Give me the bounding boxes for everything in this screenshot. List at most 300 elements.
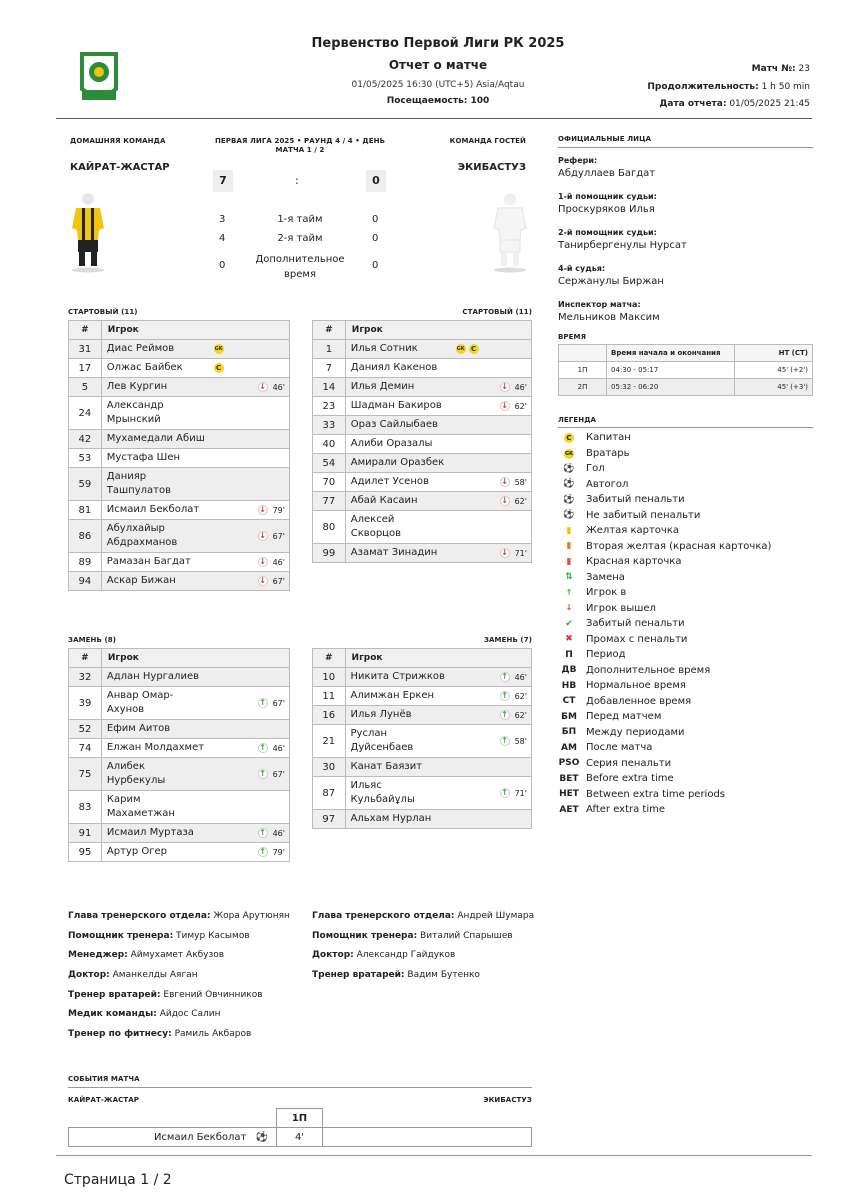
player-number: 31 [69,340,102,359]
player-events [452,340,532,359]
player-name [345,473,451,492]
legend-label: Период [586,649,626,661]
events-row-home [69,1128,277,1147]
staff-item [68,990,308,1010]
events-row [69,1128,532,1147]
player-name-text: Амирали Оразбек [350,457,445,468]
goalkeeper-icon-glyph: GK [565,450,573,457]
player-name [345,397,451,416]
player-events [210,668,290,687]
staff-name: Виталий Спарышев [420,930,513,941]
period-2-away: 0 [372,233,379,244]
normal-time-abbr [558,681,580,691]
player-in-icon-glyph: ↑ [565,587,573,597]
player-out-icon: ↓ [259,576,266,585]
player-number: 10 [313,668,346,687]
officials-divider [558,147,813,148]
home-subs-table [68,648,290,862]
player-out-icon: ↓ [259,557,266,566]
shootout-missed-icon-glyph: ✖ [565,634,573,645]
legend-label: Серия пенальти [586,757,672,769]
player-name [345,544,451,563]
event-minute: 4' [277,1128,323,1147]
player-events [452,777,532,810]
bet-abbr [558,774,580,784]
period-abbr [558,650,580,660]
report-title: Первенство Первой Лиги РК 2025 [311,36,565,51]
player-number: 53 [69,449,102,468]
player-in-icon: ↑ [259,769,266,778]
red-card-icon-glyph: ▮ [566,556,572,567]
pso-abbr [558,758,580,768]
staff-item [68,931,308,951]
home-starting-row [69,430,290,449]
legend-item [558,709,813,725]
player-name [101,520,209,553]
player-name-text: Исмаил Бекболат [106,504,200,515]
substitution-minute: 67' [272,769,285,779]
events-row-away [323,1128,532,1147]
player-number: 42 [69,430,102,449]
time-col-range: Время начала и окончания [607,345,735,362]
player-name-text: Артур Огер [106,846,167,857]
legend-item [558,725,813,741]
player-name [345,668,452,687]
extra-time-abbr [558,665,580,675]
player-events [452,397,532,416]
legend-label: After extra time [586,804,666,816]
captain-icon [558,433,580,443]
player-in-icon: ↑ [501,691,508,700]
time-ht: 45' (+2') [735,362,813,379]
player-number: 87 [313,777,346,810]
player-events [452,706,532,725]
official-role: 2-й помощник судьи: [558,228,657,237]
time-row [559,362,813,379]
away-starting-row [313,340,532,359]
player-out-icon: ↓ [501,382,508,391]
player-number: 33 [313,416,346,435]
home-sub-row [69,739,290,758]
report-subtitle: Отчет о матче [388,58,488,72]
staff-item [68,1009,308,1029]
player-name-text: Канат Баязит [350,761,423,772]
legend-item [558,632,813,648]
time-ht: 45' (+3') [735,379,813,396]
player-number: 97 [313,810,346,829]
player-number: 94 [69,572,102,591]
legend-item [558,492,813,508]
substitution-minute: 58' [514,477,527,487]
time-period: 1П [559,362,607,379]
legend-item [558,446,813,462]
captain-icon-glyph: C [564,433,574,443]
player-number: 11 [313,687,346,706]
penalty-scored-icon [558,495,580,505]
legend-divider [558,427,813,428]
player-name [101,501,209,520]
player-events [452,454,532,473]
player-number: 17 [69,359,102,378]
staff-role: Глава тренерского отдела: [68,911,211,921]
goalkeeper-icon [558,448,580,459]
official-name: Сержанулы Биржан [558,276,664,287]
player-number: 89 [69,553,102,572]
player-name [101,468,209,501]
player-name-text: Анвар Омар-Ахунов [106,690,174,715]
player-number: 16 [313,706,346,725]
officials-list [558,156,813,336]
away-subs-table [312,648,532,829]
second-yellow-icon [558,541,580,551]
player-name-text: Абай Касаин [350,495,418,506]
home-sub-row [69,758,290,791]
legend-label: Не забитый пенальти [586,509,701,521]
player-events [452,810,532,829]
player-events [452,359,532,378]
home-starting-row [69,553,290,572]
captain-icon: C [214,363,224,373]
substitution-minute: 62' [514,710,527,720]
player-name-text: Никита Стрижков [350,671,445,682]
period-1-away: 0 [372,214,379,225]
home-starting-row [69,378,290,397]
player-name-text: Елжан Молдахмет [106,742,205,753]
events-away-header [323,1109,532,1128]
away-starting-row [313,492,532,511]
substitution-minute: 46' [514,382,527,392]
player-name-text: Адилет Усенов [350,476,429,487]
events-away-team: ЭКИБАСТУЗ [483,1096,532,1104]
substitution-minute: 46' [272,743,285,753]
away-starting-caption: СТАРТОВЫЙ (11) [462,308,532,316]
player-name [345,687,452,706]
substitution-minute: 67' [272,531,285,541]
player-name [345,416,451,435]
player-number: 21 [313,725,346,758]
player-name [101,397,209,430]
official-item [558,300,813,323]
legend-item [558,585,813,601]
away-sub-row [313,758,532,777]
legend-item [558,570,813,586]
legend-label: Гол [586,463,605,475]
staff-name: Рамиль Акбаров [174,1029,252,1040]
legend-label: Капитан [586,432,631,444]
player-name-text: Ораз Сайлыбаев [350,419,438,430]
match-number: Матч №: 23 [751,64,810,74]
round-info: ПЕРВАЯ ЛИГА 2025 • РАУНД 4 / 4 • ДЕНЬ МАТЧА 1 / 2 [214,137,386,154]
legend-label: После матча [586,742,653,754]
official-name: Танирбергенулы Нурсат [558,240,687,251]
player-name-text: Диас Реймов [106,343,175,354]
home-sub-row [69,791,290,824]
player-events [210,359,290,378]
home-starting-row [69,397,290,430]
period-2-label: 2-я тайм [277,233,323,244]
legend-item [558,771,813,787]
yellow-card-icon [558,526,580,536]
before-match-abbr [558,712,580,722]
bet-abbr-glyph: BET [559,773,579,784]
legend-item [558,539,813,555]
pso-abbr-glyph: PSO [558,758,580,769]
substitution-minute: 46' [514,672,527,682]
staff-role: Помощник тренера: [68,930,174,941]
player-name-text: Исмаил Муртаза [106,827,194,838]
player-number: 70 [313,473,346,492]
legend-label: Между периодами [586,726,685,738]
away-score: 0 [366,170,386,192]
events-caption: СОБЫТИЯ МАТЧА [68,1075,140,1083]
player-name [101,739,209,758]
own-goal-icon [558,479,580,489]
away-starting-table [312,320,532,563]
goal-icon: ⚽ [255,1131,268,1143]
legend-label: Before extra time [586,773,674,785]
away-kit-icon [490,190,530,274]
player-events [452,416,532,435]
table-header [69,321,290,340]
legend-label: Between extra time periods [586,788,726,800]
away-sub-row [313,725,532,758]
away-sub-row [313,810,532,829]
player-number: 5 [69,378,102,397]
legend-item [558,787,813,803]
player-events [452,725,532,758]
home-starting-table [68,320,290,591]
player-name-text: Шадман Бакиров [350,400,442,411]
yellow-card-icon-glyph: ▮ [566,525,572,536]
player-name [345,511,451,544]
player-in-icon: ↑ [501,736,508,745]
player-number: 74 [69,739,102,758]
legend-item [558,647,813,663]
away-starting-row [313,435,532,454]
officials-caption: ОФИЦИАЛЬНЫЕ ЛИЦА [558,135,652,143]
player-events [452,511,532,544]
staff-role: Тренер по фитнесу: [68,1029,172,1040]
player-name [345,777,452,810]
legend-item [558,477,813,493]
staff-role: Доктор: [312,950,354,961]
player-out-icon: ↓ [259,382,266,391]
away-staff-list [312,911,552,990]
player-name [101,553,209,572]
home-kit-icon [68,190,108,274]
player-name [101,758,209,791]
player-name-text: Азамат Зинадин [350,547,438,558]
extra-time-away: 0 [372,260,379,271]
player-name [101,843,209,862]
legend-item [558,601,813,617]
home-team-name: КАЙРАТ-ЖАСТАР [70,162,170,173]
player-name-text: Даниял Какенов [350,362,438,373]
player-number: 83 [69,791,102,824]
player-out-icon: ↓ [259,531,266,540]
player-name [101,449,209,468]
legend-item [558,461,813,477]
goal-icon [558,464,580,474]
home-starting-row [69,359,290,378]
official-name: Абдуллаев Багдат [558,168,656,179]
home-starting-row [69,468,290,501]
legend-item [558,616,813,632]
player-events [210,449,290,468]
away-caption: КОМАНДА ГОСТЕЙ [449,137,526,145]
player-events [210,520,290,553]
staff-role: Тренер вратарей: [312,970,405,981]
staff-name: Андрей Шумара [457,911,535,921]
player-name [101,668,209,687]
substitution-minute: 46' [272,828,285,838]
home-starting-row [69,449,290,468]
official-item [558,264,813,287]
player-events [210,501,290,520]
player-out-icon: ↓ [501,548,508,557]
between-periods-abbr-glyph: БП [561,727,577,738]
home-sub-row [69,720,290,739]
home-sub-row [69,668,290,687]
extra-time-home: 0 [219,260,226,271]
legend-caption: ЛЕГЕНДА [558,416,597,424]
match-duration: Продолжительность: 1 h 50 min [647,82,810,92]
player-name [345,492,451,511]
player-name-text: Данияр Ташпулатов [106,471,171,496]
player-number: 86 [69,520,102,553]
col-number: # [69,321,102,340]
player-events [210,687,290,720]
legend-label: Вратарь [586,447,630,459]
away-starting-row [313,359,532,378]
table-header [313,321,532,340]
player-events [452,544,532,563]
added-time-abbr [558,696,580,706]
official-role: 4-й судья: [558,264,606,273]
legend-item [558,678,813,694]
player-events [210,572,290,591]
staff-item [312,950,552,970]
captain-icon: C [469,344,479,354]
player-in-icon: ↑ [501,788,508,797]
legend-label: Игрок в [586,587,627,599]
away-sub-row [313,706,532,725]
player-number: 23 [313,397,346,416]
player-events [210,430,290,449]
away-sub-row [313,777,532,810]
away-starting-row [313,511,532,544]
player-name-text: Ефим Аитов [106,723,171,734]
goalkeeper-icon: GK [456,346,465,352]
extra-time-label: Дополнительное время [255,254,345,280]
legend-list [558,430,813,818]
substitution-minute: 67' [272,698,285,708]
player-number: 1 [313,340,346,359]
player-name [101,687,209,720]
shootout-scored-icon [558,619,580,629]
player-events [452,378,532,397]
player-name-text: Ильяс Кульбайұлы [350,780,415,805]
player-events [210,397,290,430]
aet-abbr [558,805,580,815]
player-name [101,791,209,824]
staff-role: Менеджер: [68,950,128,961]
player-number: 14 [313,378,346,397]
home-subs-caption: ЗАМЕНЬ (8) [68,636,117,644]
staff-item [68,911,308,931]
player-name-text: Алиби Оразалы [350,438,433,449]
player-number: 95 [69,843,102,862]
staff-item [68,950,308,970]
player-name-text: Мухамедали Абиш [106,433,205,444]
after-match-abbr-glyph: АМ [561,742,577,753]
events-home-team: КАЙРАТ-ЖАСТАР [68,1096,139,1104]
player-number: 81 [69,501,102,520]
time-period: 2П [559,379,607,396]
legend-label: Забитый пенальти [586,494,685,506]
player-name [345,725,452,758]
legend-item [558,554,813,570]
legend-label: Красная карточка [586,556,682,568]
official-role: 1-й помощник судьи: [558,192,657,201]
player-events [210,791,290,824]
player-name-text: Рамазан Багдат [106,556,191,567]
player-events [210,378,290,397]
time-range: 05:32 - 06:20 [607,379,735,396]
player-in-icon: ↑ [259,847,266,856]
player-name [345,454,451,473]
event-player: Исмаил Бекболат [153,1131,247,1143]
after-match-abbr [558,743,580,753]
col-number: # [69,649,102,668]
player-events [452,758,532,777]
away-starting-row [313,416,532,435]
player-in-icon: ↑ [259,743,266,752]
away-starting-row [313,397,532,416]
player-out-icon [558,603,580,613]
player-number: 52 [69,720,102,739]
home-starting-row [69,340,290,359]
player-number: 91 [69,824,102,843]
player-name-text: Абулхайыр Абдрахманов [106,523,178,548]
legend-item [558,523,813,539]
legend-label: Замена [586,571,625,583]
player-number: 99 [313,544,346,563]
player-number: 80 [313,511,346,544]
staff-name: Аманкелды Аяган [112,970,198,981]
away-starting-row [313,544,532,563]
staff-role: Тренер вратарей: [68,989,161,1000]
normal-time-abbr-glyph: НВ [561,680,577,691]
legend-label: Промах с пенальти [586,633,688,645]
substitution-minute: 79' [272,505,285,515]
shootout-missed-icon [558,634,580,644]
events-table [68,1108,532,1147]
legend-item [558,508,813,524]
player-name [101,430,209,449]
before-match-abbr-glyph: БМ [561,711,577,722]
away-starting-row [313,454,532,473]
substitution-icon [558,572,580,582]
player-out-icon: ↓ [259,505,266,514]
het-abbr [558,789,580,799]
player-events [210,758,290,791]
player-name-text: Илья Лунёв [350,709,412,720]
player-out-icon: ↓ [501,401,508,410]
home-sub-row [69,687,290,720]
player-name-text: Олжас Байбек [106,362,183,373]
staff-name: Тимур Касымов [176,930,250,941]
